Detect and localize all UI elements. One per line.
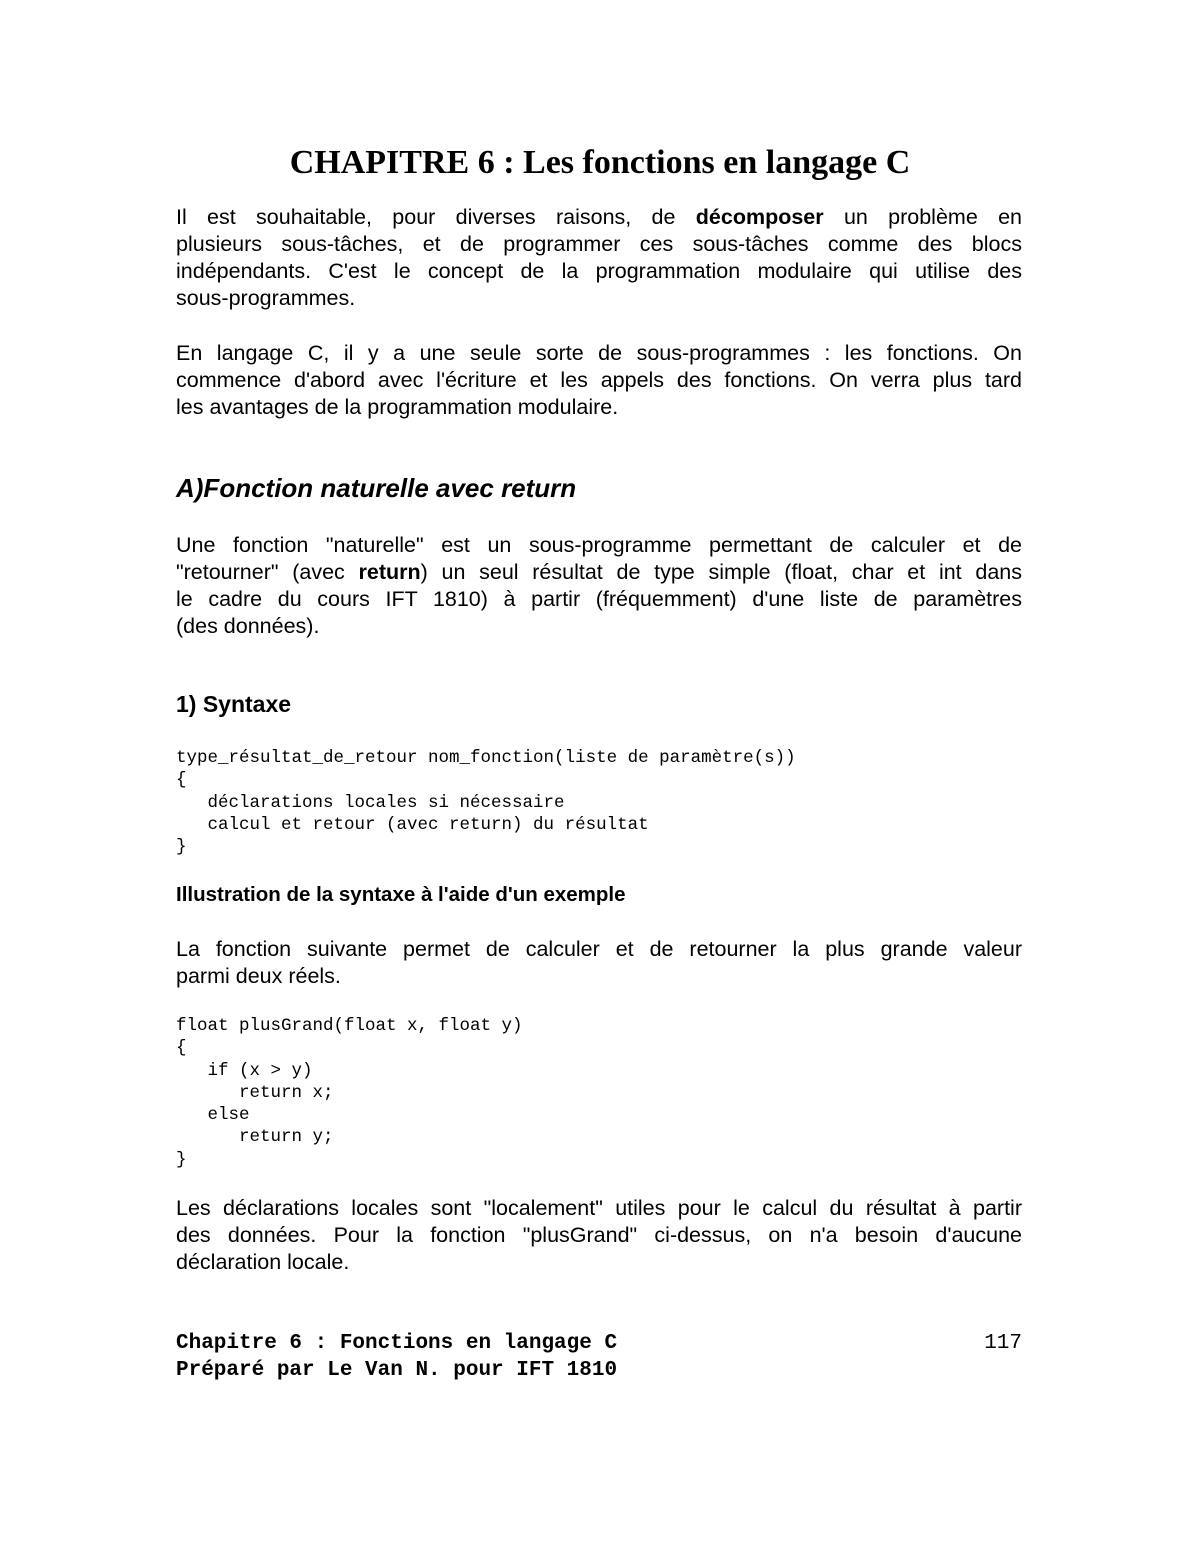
intro-paragraph-1 bbox=[176, 204, 1022, 312]
text-line: sous-programmes. bbox=[176, 286, 356, 310]
text-span: "retourner" (avec bbox=[176, 560, 359, 584]
page-number: 117 bbox=[984, 1332, 1022, 1355]
code-line: else bbox=[176, 1105, 250, 1126]
section-heading: A)Fonction naturelle avec return bbox=[176, 473, 577, 503]
illustration-paragraph bbox=[176, 936, 1022, 990]
code-line: calcul et retour (avec return) du résultat bbox=[176, 814, 649, 835]
code-line: if (x > y) bbox=[176, 1060, 313, 1081]
section-a-paragraph bbox=[176, 532, 1022, 640]
closing-paragraph bbox=[176, 1195, 1022, 1276]
bold-term: décomposer bbox=[695, 205, 824, 229]
example-code-block bbox=[176, 1015, 523, 1171]
code-line: type_résultat_de_retour nom_fonction(liste de paramètre(s)) bbox=[176, 748, 796, 768]
text-line: La fonction suivante permet de calculer et de retourner la plus grande valeur bbox=[176, 937, 1022, 961]
code-line: déclarations locales si nécessaire bbox=[176, 792, 565, 813]
page-title: CHAPITRE 6 : Les fonctions en langage C bbox=[289, 144, 911, 181]
code-line: } bbox=[176, 837, 187, 858]
text-line bbox=[176, 559, 1022, 586]
subsection-heading: 1) Syntaxe bbox=[176, 691, 292, 717]
text-line: Les déclarations locales sont "localement" utiles pour le calcul du résultat à partir bbox=[176, 1196, 1022, 1220]
footer-author-line: Préparé par Le Van N. pour IFT 1810 bbox=[176, 1359, 618, 1382]
text-line: Une fonction "naturelle" est un sous-programme permettant de calculer et de bbox=[176, 533, 1022, 557]
text-line: le cadre du cours IFT 1810) à partir (fréquemment) d'une liste de paramètres bbox=[176, 587, 1022, 611]
syntax-code-block bbox=[176, 747, 796, 858]
text-span: un problème en bbox=[823, 205, 1023, 229]
intro-paragraph-2 bbox=[176, 340, 1022, 421]
text-line: des données. Pour la fonction "plusGrand" ci-dessus, on n'a besoin d'aucune bbox=[176, 1223, 1022, 1247]
text-span: ) un seul résultat de type simple (float, char et int dans bbox=[420, 560, 1022, 584]
text-line: En langage C, il y a une seule sorte de sous-programmes : les fonctions. On bbox=[176, 341, 1022, 365]
text-span: Il est souhaitable, pour diverses raisons, de bbox=[176, 205, 696, 229]
code-line: { bbox=[176, 770, 187, 791]
illustration-heading: Illustration de la syntaxe à l'aide d'un exemple bbox=[176, 883, 626, 906]
code-line: } bbox=[176, 1149, 187, 1170]
bold-term: return bbox=[358, 560, 421, 584]
code-line: return y; bbox=[176, 1127, 334, 1148]
footer-chapter-line: Chapitre 6 : Fonctions en langage C bbox=[176, 1332, 618, 1355]
text-line: parmi deux réels. bbox=[176, 964, 341, 988]
text-line: commence d'abord avec l'écriture et les appels des fonctions. On verra plus tard bbox=[176, 368, 1022, 392]
text-line: (des données). bbox=[176, 614, 320, 638]
text-line: les avantages de la programmation modulaire. bbox=[176, 395, 619, 419]
code-line: return x; bbox=[176, 1082, 334, 1103]
code-line: { bbox=[176, 1038, 187, 1059]
text-line bbox=[176, 204, 1022, 231]
text-line: plusieurs sous-tâches, et de programmer ces sous-tâches comme des blocs bbox=[176, 232, 1022, 256]
text-line: indépendants. C'est le concept de la programmation modulaire qui utilise des bbox=[176, 259, 1022, 283]
text-line: déclaration locale. bbox=[176, 1250, 350, 1274]
code-line: float plusGrand(float x, float y) bbox=[176, 1016, 523, 1036]
